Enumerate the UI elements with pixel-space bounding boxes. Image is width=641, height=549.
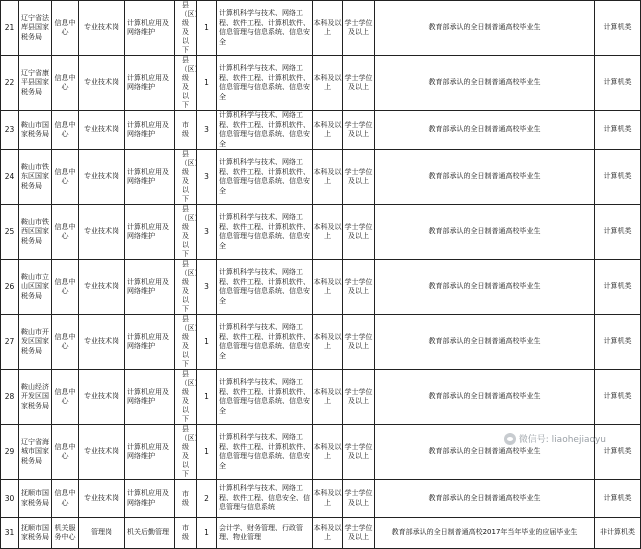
row-number: 25 <box>4 227 15 237</box>
department-cell <box>52 370 79 425</box>
major-requirement-cell <box>217 1 313 56</box>
table-row <box>1 205 641 260</box>
degree-requirement: 学士学位及以上 <box>344 489 373 507</box>
major-requirement: 计算机科学与技术、网络工程、软件工程、计算机软件、信息管理与信息系统、信息安全 <box>219 9 310 46</box>
education-requirement-cell <box>313 1 343 56</box>
hire-count-cell <box>197 150 217 205</box>
exam-category: 非计算机类 <box>600 528 635 537</box>
other-requirement-cell <box>375 260 595 315</box>
exam-category: 计算机类 <box>603 125 632 134</box>
degree-requirement-cell <box>343 111 375 150</box>
employer-unit-cell <box>19 518 52 549</box>
position-type-cell <box>79 518 125 549</box>
department-cell <box>52 315 79 370</box>
row-number: 23 <box>4 125 15 135</box>
exam-category-cell <box>595 260 641 315</box>
table-row <box>1 315 641 370</box>
job-level: 县（区）级及以下 <box>180 315 202 368</box>
education-requirement-cell <box>313 260 343 315</box>
job-duty: 机关后勤管理 <box>127 528 169 537</box>
table-row <box>1 56 641 111</box>
position-type-cell <box>79 315 125 370</box>
exam-category-cell <box>595 205 641 260</box>
other-requirement-cell <box>375 315 595 370</box>
education-requirement-cell <box>313 480 343 518</box>
other-requirement: 教育部承认的全日制普通高校毕业生 <box>428 125 541 134</box>
job-duty-cell <box>125 205 175 260</box>
row-number-cell <box>1 315 19 370</box>
department-cell <box>52 518 79 549</box>
job-duty: 计算机应用及网络维护 <box>127 277 169 295</box>
job-duty-cell <box>125 1 175 56</box>
other-requirement-cell <box>375 480 595 518</box>
degree-requirement: 学士学位及以上 <box>344 73 373 91</box>
job-level-cell <box>175 315 202 370</box>
education-requirement: 本科及以上 <box>313 277 342 295</box>
major-requirement-cell <box>217 518 313 549</box>
exam-category: 计算机类 <box>603 493 632 502</box>
degree-requirement: 学士学位及以上 <box>344 277 373 295</box>
job-level-cell <box>175 205 202 260</box>
job-duty-cell <box>125 56 175 111</box>
table-row <box>1 150 641 205</box>
wechat-icon <box>504 433 516 445</box>
department: 信息中心 <box>54 332 76 350</box>
major-requirement-cell <box>217 205 313 260</box>
job-duty-cell <box>125 260 175 315</box>
degree-requirement: 学士学位及以上 <box>344 120 373 138</box>
row-number-cell <box>1 518 19 549</box>
employer-unit-cell <box>19 56 52 111</box>
degree-requirement-cell <box>343 1 375 56</box>
employer-unit: 鞍山市铁东区国家税务局 <box>21 162 49 190</box>
department: 信息中心 <box>54 18 76 36</box>
hire-count-cell <box>197 205 217 260</box>
other-requirement-cell <box>375 370 595 425</box>
job-duty: 计算机应用及网络维护 <box>127 332 169 350</box>
hire-count: 1 <box>204 392 209 402</box>
job-level-cell <box>175 150 202 205</box>
hire-count: 1 <box>204 78 209 88</box>
job-duty: 计算机应用及网络维护 <box>127 73 169 91</box>
other-requirement: 教育部承认的全日制普通高校毕业生 <box>428 337 541 346</box>
department: 信息中心 <box>54 489 76 507</box>
table-row <box>1 480 641 518</box>
other-requirement: 教育部承认的全日制普通高校毕业生 <box>428 447 541 456</box>
department-cell <box>52 425 79 480</box>
degree-requirement: 学士学位及以上 <box>344 332 373 350</box>
exam-category-cell <box>595 370 641 425</box>
major-requirement-cell <box>217 425 313 480</box>
hire-count: 1 <box>204 337 209 347</box>
hire-count-cell <box>197 425 217 480</box>
exam-category-cell <box>595 56 641 111</box>
employer-unit-cell <box>19 425 52 480</box>
exam-category-cell <box>595 1 641 56</box>
job-duty: 计算机应用及网络维护 <box>127 120 169 138</box>
education-requirement: 本科及以上 <box>313 387 342 405</box>
other-requirement-cell <box>375 518 595 549</box>
employer-unit: 鞍山市国家税务局 <box>21 120 49 138</box>
job-duty-cell <box>125 150 175 205</box>
job-duty: 计算机应用及网络维护 <box>127 387 169 405</box>
department-cell <box>52 56 79 111</box>
job-level: 县（区）级及以下 <box>180 150 202 203</box>
row-number-cell <box>1 56 19 111</box>
employer-unit-cell <box>19 260 52 315</box>
row-number-cell <box>1 1 19 56</box>
job-level-cell <box>175 480 197 518</box>
row-number-cell <box>1 205 19 260</box>
employer-unit: 辽宁省康平县国家税务局 <box>21 68 49 96</box>
hire-count: 3 <box>204 227 209 237</box>
education-requirement-cell <box>313 56 343 111</box>
job-level: 市级 <box>182 489 189 507</box>
exam-category: 计算机类 <box>603 392 632 401</box>
education-requirement-cell <box>313 518 343 549</box>
row-number: 28 <box>4 392 15 402</box>
watermark <box>504 432 606 445</box>
row-number-cell <box>1 480 19 518</box>
department-cell <box>52 111 79 150</box>
row-number: 21 <box>4 23 15 33</box>
employer-unit-cell <box>19 150 52 205</box>
education-requirement: 本科及以上 <box>313 442 342 460</box>
employer-unit: 抚顺市国家税务局 <box>21 489 49 507</box>
employer-unit: 抚顺市国家税务局 <box>21 523 49 541</box>
major-requirement: 计算机科学与技术、网络工程、软件工程、计算机软件、信息管理与信息系统、信息安全 <box>219 111 310 148</box>
other-requirement-cell <box>375 56 595 111</box>
other-requirement-cell <box>375 111 595 150</box>
position-type: 专业技术岗 <box>84 227 119 236</box>
table-row <box>1 111 641 150</box>
major-requirement-cell <box>217 480 313 518</box>
employer-unit: 鞍山市立山区国家税务局 <box>21 272 49 300</box>
education-requirement: 本科及以上 <box>313 332 342 350</box>
job-level-cell <box>175 1 202 56</box>
employer-unit-cell <box>19 370 52 425</box>
hire-count-cell <box>197 480 217 518</box>
degree-requirement: 学士学位及以上 <box>344 387 373 405</box>
row-number: 27 <box>4 337 15 347</box>
education-requirement-cell <box>313 205 343 260</box>
exam-category-cell <box>595 480 641 518</box>
position-type: 管理岗 <box>91 528 112 537</box>
position-type-cell <box>79 56 125 111</box>
major-requirement-cell <box>217 370 313 425</box>
degree-requirement: 学士学位及以上 <box>344 442 373 460</box>
employer-unit: 鞍山市开发区国家税务局 <box>21 327 49 355</box>
other-requirement-cell <box>375 205 595 260</box>
major-requirement: 会计学、财务管理、行政管理、物业管理 <box>219 523 303 541</box>
row-number: 29 <box>4 447 15 457</box>
department-cell <box>52 260 79 315</box>
other-requirement: 教育部承认的全日制普通高校2017年当年毕业的应届毕业生 <box>391 528 578 537</box>
job-level-cell <box>175 370 202 425</box>
position-type: 专业技术岗 <box>84 23 119 32</box>
education-requirement-cell <box>313 111 343 150</box>
hire-count: 3 <box>204 125 209 135</box>
position-type-cell <box>79 1 125 56</box>
exam-category: 计算机类 <box>603 78 632 87</box>
education-requirement-cell <box>313 370 343 425</box>
education-requirement-cell <box>313 425 343 480</box>
position-type-cell <box>79 480 125 518</box>
major-requirement-cell <box>217 315 313 370</box>
department-cell <box>52 205 79 260</box>
hire-count: 1 <box>204 447 209 457</box>
exam-category-cell <box>595 150 641 205</box>
table-row <box>1 1 641 56</box>
department: 机关服务中心 <box>54 523 76 541</box>
major-requirement: 计算机科学与技术、网络工程、软件工程、计算机软件、信息管理与信息系统、信息安全 <box>219 213 310 250</box>
education-requirement: 本科及以上 <box>313 18 342 36</box>
table-row <box>1 518 641 549</box>
other-requirement-cell <box>375 1 595 56</box>
position-type: 专业技术岗 <box>84 78 119 87</box>
employer-unit-cell <box>19 111 52 150</box>
hire-count-cell <box>197 1 217 56</box>
degree-requirement-cell <box>343 260 375 315</box>
job-duty-cell <box>125 111 175 150</box>
degree-requirement-cell <box>343 425 375 480</box>
exam-category: 计算机类 <box>603 227 632 236</box>
job-duty-cell <box>125 480 175 518</box>
hire-count: 1 <box>204 23 209 33</box>
hire-count: 3 <box>204 282 209 292</box>
exam-category-cell <box>595 111 641 150</box>
department: 信息中心 <box>54 120 76 138</box>
position-type-cell <box>79 370 125 425</box>
degree-requirement-cell <box>343 205 375 260</box>
hire-count-cell <box>197 315 217 370</box>
hire-count-cell <box>197 56 217 111</box>
other-requirement: 教育部承认的全日制普通高校毕业生 <box>428 227 541 236</box>
exam-category: 计算机类 <box>603 447 632 456</box>
job-duty-cell <box>125 425 175 480</box>
employer-unit-cell <box>19 1 52 56</box>
hire-count-cell <box>197 370 217 425</box>
job-level-cell <box>175 518 197 549</box>
row-number: 24 <box>4 172 15 182</box>
degree-requirement-cell <box>343 480 375 518</box>
row-number-cell <box>1 260 19 315</box>
major-requirement-cell <box>217 111 313 150</box>
row-number-cell <box>1 370 19 425</box>
department-cell <box>52 480 79 518</box>
hire-count-cell <box>197 260 217 315</box>
other-requirement: 教育部承认的全日制普通高校毕业生 <box>428 493 541 502</box>
job-level: 县（区）级及以下 <box>180 56 202 109</box>
major-requirement-cell <box>217 56 313 111</box>
department: 信息中心 <box>54 277 76 295</box>
department: 信息中心 <box>54 73 76 91</box>
education-requirement: 本科及以上 <box>313 489 342 507</box>
major-requirement-cell <box>217 150 313 205</box>
job-level: 县（区）级及以下 <box>180 1 202 54</box>
degree-requirement-cell <box>343 56 375 111</box>
education-requirement: 本科及以上 <box>313 73 342 91</box>
row-number: 30 <box>4 493 15 503</box>
employer-unit-cell <box>19 480 52 518</box>
major-requirement: 计算机科学与技术、网络工程、软件工程、计算机软件、信息管理与信息系统、信息安全 <box>219 433 310 470</box>
exam-category: 计算机类 <box>603 172 632 181</box>
row-number: 26 <box>4 282 15 292</box>
position-type-cell <box>79 260 125 315</box>
other-requirement: 教育部承认的全日制普通高校毕业生 <box>428 392 541 401</box>
major-requirement-cell <box>217 260 313 315</box>
exam-category-cell <box>595 315 641 370</box>
hire-count: 2 <box>204 493 209 503</box>
department-cell <box>52 1 79 56</box>
employer-unit: 辽宁省法库县国家税务局 <box>21 13 49 41</box>
job-duty: 计算机应用及网络维护 <box>127 167 169 185</box>
degree-requirement-cell <box>343 315 375 370</box>
employer-unit: 辽宁省海城市国家税务局 <box>21 437 49 465</box>
degree-requirement-cell <box>343 150 375 205</box>
degree-requirement: 学士学位及以上 <box>344 167 373 185</box>
job-level: 市级 <box>182 121 189 138</box>
job-duty: 计算机应用及网络维护 <box>127 489 169 507</box>
position-type-cell <box>79 111 125 150</box>
degree-requirement: 学士学位及以上 <box>344 18 373 36</box>
major-requirement: 计算机科学与技术、网络工程、软件工程、计算机软件、信息管理与信息系统、信息安全 <box>219 64 310 101</box>
row-number: 22 <box>4 78 15 88</box>
department: 信息中心 <box>54 222 76 240</box>
employer-unit: 鞍山市铁西区国家税务局 <box>21 217 49 245</box>
job-duty-cell <box>125 370 175 425</box>
other-requirement: 教育部承认的全日制普通高校毕业生 <box>428 78 541 87</box>
other-requirement-cell <box>375 150 595 205</box>
education-requirement: 本科及以上 <box>313 222 342 240</box>
job-level: 县（区）级及以下 <box>180 425 202 478</box>
job-level-cell <box>175 425 202 480</box>
position-type: 专业技术岗 <box>84 282 119 291</box>
job-level: 县（区）级及以下 <box>180 260 202 313</box>
job-duty: 计算机应用及网络维护 <box>127 222 169 240</box>
exam-category: 计算机类 <box>603 23 632 32</box>
position-type: 专业技术岗 <box>84 392 119 401</box>
hire-count: 1 <box>204 528 209 538</box>
hire-count-cell <box>197 518 217 549</box>
position-type: 专业技术岗 <box>84 447 119 456</box>
job-level: 县（区）级及以下 <box>180 205 202 258</box>
row-number-cell <box>1 150 19 205</box>
position-type: 专业技术岗 <box>84 493 119 502</box>
department: 信息中心 <box>54 387 76 405</box>
job-level-cell <box>175 56 202 111</box>
row-number-cell <box>1 425 19 480</box>
degree-requirement: 学士学位及以上 <box>344 523 373 541</box>
row-number: 31 <box>4 528 15 538</box>
table-row <box>1 260 641 315</box>
job-level-cell <box>175 111 197 150</box>
row-number-cell <box>1 111 19 150</box>
position-type-cell <box>79 150 125 205</box>
exam-category: 计算机类 <box>603 337 632 346</box>
position-type: 专业技术岗 <box>84 172 119 181</box>
exam-category: 计算机类 <box>603 282 632 291</box>
employer-unit-cell <box>19 205 52 260</box>
position-type-cell <box>79 425 125 480</box>
major-requirement: 计算机科学与技术、网络工程、软件工程、计算机软件、信息管理与信息系统、信息安全 <box>219 158 310 195</box>
employer-unit-cell <box>19 315 52 370</box>
major-requirement: 计算机科学与技术、网络工程、软件工程、信息安全、信息管理与信息系统 <box>219 484 310 512</box>
job-level: 县（区）级及以下 <box>180 370 202 423</box>
education-requirement-cell <box>313 315 343 370</box>
exam-category-cell <box>595 518 641 549</box>
department: 信息中心 <box>54 442 76 460</box>
table-row <box>1 370 641 425</box>
job-level: 市级 <box>182 524 189 541</box>
major-requirement: 计算机科学与技术、网络工程、软件工程、计算机软件、信息管理与信息系统、信息安全 <box>219 378 310 415</box>
job-duty-cell <box>125 518 175 549</box>
education-requirement: 本科及以上 <box>313 523 342 541</box>
department: 信息中心 <box>54 167 76 185</box>
hire-count-cell <box>197 111 217 150</box>
education-requirement: 本科及以上 <box>313 120 342 138</box>
education-requirement-cell <box>313 150 343 205</box>
major-requirement: 计算机科学与技术、网络工程、软件工程、计算机软件、信息管理与信息系统、信息安全 <box>219 268 310 305</box>
position-type: 专业技术岗 <box>84 125 119 134</box>
watermark-text: 微信号: liaohejiaoyu <box>518 435 606 445</box>
degree-requirement: 学士学位及以上 <box>344 222 373 240</box>
hire-count: 3 <box>204 172 209 182</box>
position-type: 专业技术岗 <box>84 337 119 346</box>
job-duty-cell <box>125 315 175 370</box>
degree-requirement-cell <box>343 518 375 549</box>
department-cell <box>52 150 79 205</box>
employer-unit: 鞍山经济开发区国家税务局 <box>21 382 49 410</box>
major-requirement: 计算机科学与技术、网络工程、软件工程、计算机软件、信息管理与信息系统、信息安全 <box>219 323 310 360</box>
degree-requirement-cell <box>343 370 375 425</box>
other-requirement: 教育部承认的全日制普通高校毕业生 <box>428 172 541 181</box>
position-type-cell <box>79 205 125 260</box>
education-requirement: 本科及以上 <box>313 167 342 185</box>
job-duty: 计算机应用及网络维护 <box>127 442 169 460</box>
other-requirement: 教育部承认的全日制普通高校毕业生 <box>428 23 541 32</box>
job-level-cell <box>175 260 202 315</box>
job-duty: 计算机应用及网络维护 <box>127 18 169 36</box>
other-requirement: 教育部承认的全日制普通高校毕业生 <box>428 282 541 291</box>
